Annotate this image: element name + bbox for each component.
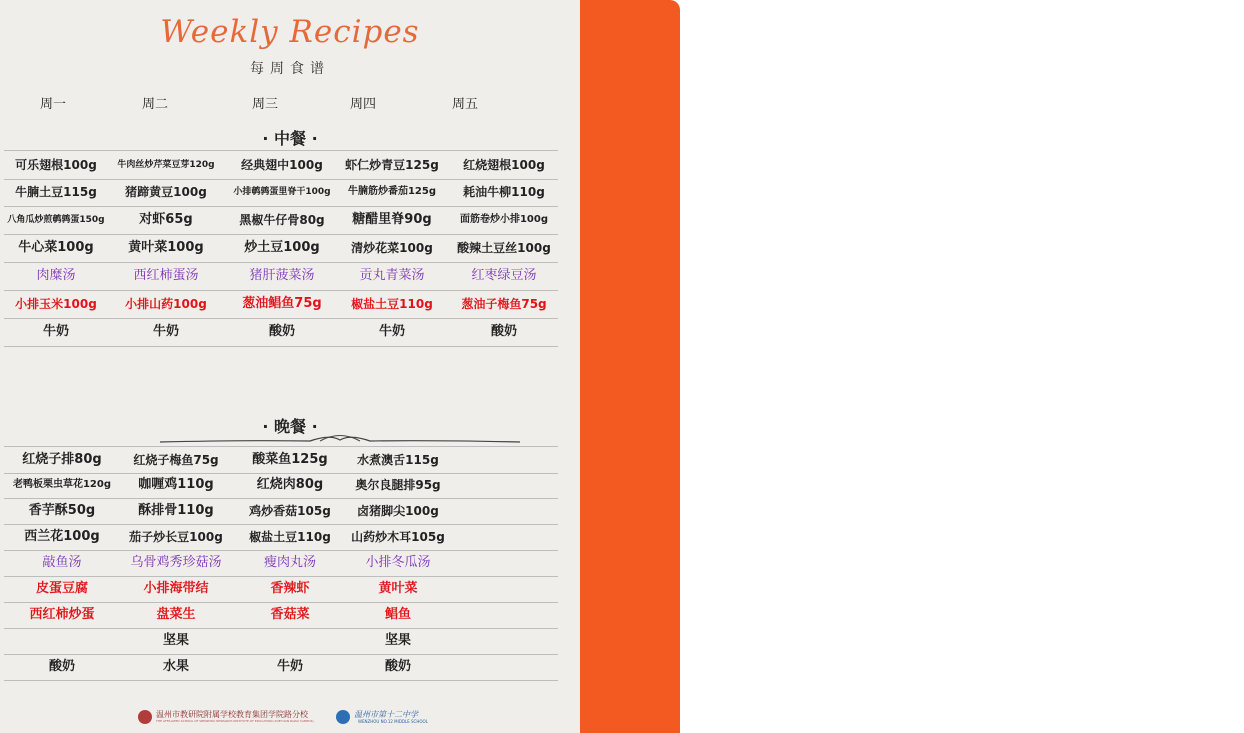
lunch-dish: 小排玉米100g (15, 297, 97, 311)
dinner-dish: 香辣虾 (270, 581, 310, 596)
day-tue: 周二 (142, 97, 169, 112)
ornament-swash (160, 428, 520, 448)
weekday-header (0, 93, 580, 113)
day-thu: 周四 (350, 97, 377, 112)
lunch-dish: 对虾65g (139, 212, 193, 227)
lunch-dish: 椒盐土豆110g (351, 297, 433, 311)
dinner-dish (234, 628, 346, 654)
lunch-dish: 黄叶菜100g (128, 240, 204, 255)
dinner-row (4, 498, 558, 525)
dinner-dish: 黄叶菜 (378, 581, 418, 596)
page-title: Weekly Recipes (160, 14, 420, 50)
day-wed: 周三 (252, 97, 279, 112)
dinner-dish: 乌骨鸡秀珍菇汤 (130, 555, 222, 570)
lunch-dish: 小排山药100g (125, 297, 207, 311)
sidebar (580, 0, 1244, 733)
dinner-dish: 小排海带结 (143, 581, 209, 596)
footer (0, 708, 580, 728)
dinner-dish: 红烧子排80g (22, 452, 102, 467)
lunch-dish: 黑椒牛仔骨80g (239, 213, 325, 227)
recipe-card (0, 0, 580, 733)
lunch-dish: 贡丸青菜汤 (359, 268, 425, 283)
dinner-dish: 盘菜生 (156, 607, 196, 622)
lunch-row (4, 178, 558, 207)
dinner-dish: 奥尔良腿排95g (355, 478, 441, 492)
dinner-dish: 老鸭板栗虫草花120g (12, 479, 112, 490)
dinner-dish: 皮蛋豆腐 (35, 581, 88, 596)
lunch-heading: · 中餐 · (262, 129, 318, 148)
dinner-dish: 红烧肉80g (256, 477, 324, 492)
dinner-dish: 鲳鱼 (384, 607, 411, 622)
lunch-dish: 耗油牛柳110g (463, 185, 545, 199)
dinner-dish: 酥排骨110g (138, 503, 214, 518)
dinner-heading: · 晚餐 · (262, 417, 318, 436)
lunch-dish: 葱油鲳鱼75g (242, 296, 322, 311)
lunch-dish: 炒土豆100g (244, 240, 320, 255)
lunch-dish: 猪肝菠菜汤 (249, 268, 315, 283)
page-subtitle: 每周食谱 (250, 61, 330, 77)
dinner-dish: 红烧子梅鱼75g (133, 453, 219, 467)
dinner-row (4, 628, 558, 655)
dinner-row (4, 446, 558, 474)
lunch-dish: 清炒花菜100g (351, 241, 433, 255)
school-logo-icon (138, 710, 152, 724)
dinner-dish: 坚果 (384, 633, 411, 648)
lunch-row (4, 262, 558, 291)
day-fri: 周五 (452, 97, 479, 112)
dinner-row (4, 524, 558, 551)
school-logo-2-icon (336, 710, 350, 724)
school-name-2-en: WENZHOU NO.12 MIDDLE SCHOOL (358, 719, 428, 724)
school-name-1-en: THE AFFILIATED SCHOOL OF WENZHOU RESEARCH INSTITUTE OF EDUCATION (XUEYUAN ROAD CAMPUS) (156, 719, 314, 723)
dinner-dish: 酸奶 (48, 659, 75, 674)
extra-dish-note: 红色字体为加菜 (1160, 234, 1180, 353)
lunch-dish: 面筋卷炒小排100g (459, 214, 549, 225)
school-name-2: 温州市第十二中学 (354, 710, 418, 719)
dinner-dish: 山药炒木耳105g (351, 530, 445, 544)
lunch-dish: 可乐翅根100g (15, 158, 97, 172)
dinner-dish: 酸奶 (384, 659, 411, 674)
dinner-dish: 水果 (162, 659, 189, 674)
dinner-dish: 酸菜鱼125g (252, 452, 328, 467)
dinner-dish: 椒盐土豆110g (249, 530, 331, 544)
dinner-row (4, 472, 558, 499)
lunch-dish: 牛腩筋炒番茄125g (347, 186, 437, 197)
dinner-dish: 香菇菜 (270, 607, 310, 622)
lunch-dish: 酸奶 (268, 324, 295, 339)
lunch-dish: 葱油子梅鱼75g (461, 297, 547, 311)
lunch-row (4, 150, 558, 180)
lunch-dish: 虾仁炒青豆125g (345, 158, 439, 172)
dinner-dish: 瘦肉丸汤 (263, 555, 316, 570)
lunch-dish: 牛心菜100g (18, 240, 94, 255)
lunch-row (4, 290, 558, 319)
lunch-dish: 红枣绿豆汤 (471, 268, 537, 283)
dinner-row (4, 550, 558, 577)
dinner-dish: 茄子炒长豆100g (129, 530, 223, 544)
dinner-dish: 小排冬瓜汤 (365, 555, 431, 570)
dinner-row (4, 654, 558, 681)
lunch-dish: 小排鹌鹑蛋里脊干100g (233, 187, 331, 197)
dinner-dish: 西红柿炒蛋 (29, 607, 95, 622)
lunch-dish: 牛奶 (152, 324, 179, 339)
dinner-dish: 坚果 (162, 633, 189, 648)
lunch-dish: 酸奶 (490, 324, 517, 339)
lunch-dish: 经典翅中100g (241, 158, 323, 172)
dinner-dish: 咖喱鸡110g (138, 477, 214, 492)
dinner-dish: 卤猪脚尖100g (357, 504, 439, 518)
lunch-dish: 肉糜汤 (36, 268, 76, 283)
dinner-dish: 鸡炒香菇105g (249, 504, 331, 518)
dinner-row (4, 576, 558, 603)
lunch-row (4, 318, 558, 347)
lunch-dish: 牛腩土豆115g (15, 185, 97, 199)
dinner-dish: 牛奶 (276, 659, 303, 674)
menu-label: MENU (1216, 312, 1244, 404)
lunch-row (4, 234, 558, 263)
lunch-dish: 八角瓜炒煎鹌鹑蛋150g (7, 215, 105, 225)
dinner-dish: 西兰花100g (24, 529, 100, 544)
lunch-dish: 牛奶 (42, 324, 69, 339)
dinner-dish: 水煮澳舌115g (357, 453, 439, 467)
lunch-dish: 牛奶 (378, 324, 405, 339)
lunch-dish: 西红柿蛋汤 (133, 268, 199, 283)
day-mon: 周一 (40, 97, 67, 112)
lunch-dish: 猪蹄黄豆100g (125, 185, 207, 199)
lunch-dish: 糖醋里脊90g (352, 212, 432, 227)
school-name-1: 温州市教研院附属学校教育集团学院路分校 (156, 710, 308, 719)
lunch-dish: 酸辣土豆丝100g (457, 241, 551, 255)
lunch-row (4, 206, 558, 235)
dinner-dish: 敲鱼汤 (42, 555, 82, 570)
date-range: 2025.6.09--2025.6.13 (1196, 60, 1216, 246)
dinner-dish: 香芋酥50g (28, 503, 96, 518)
dinner-dish (6, 628, 118, 654)
lunch-dish: 红烧翅根100g (463, 158, 545, 172)
lunch-dish: 牛肉丝炒芹菜豆芽120g (117, 160, 215, 170)
dinner-row (4, 602, 558, 629)
